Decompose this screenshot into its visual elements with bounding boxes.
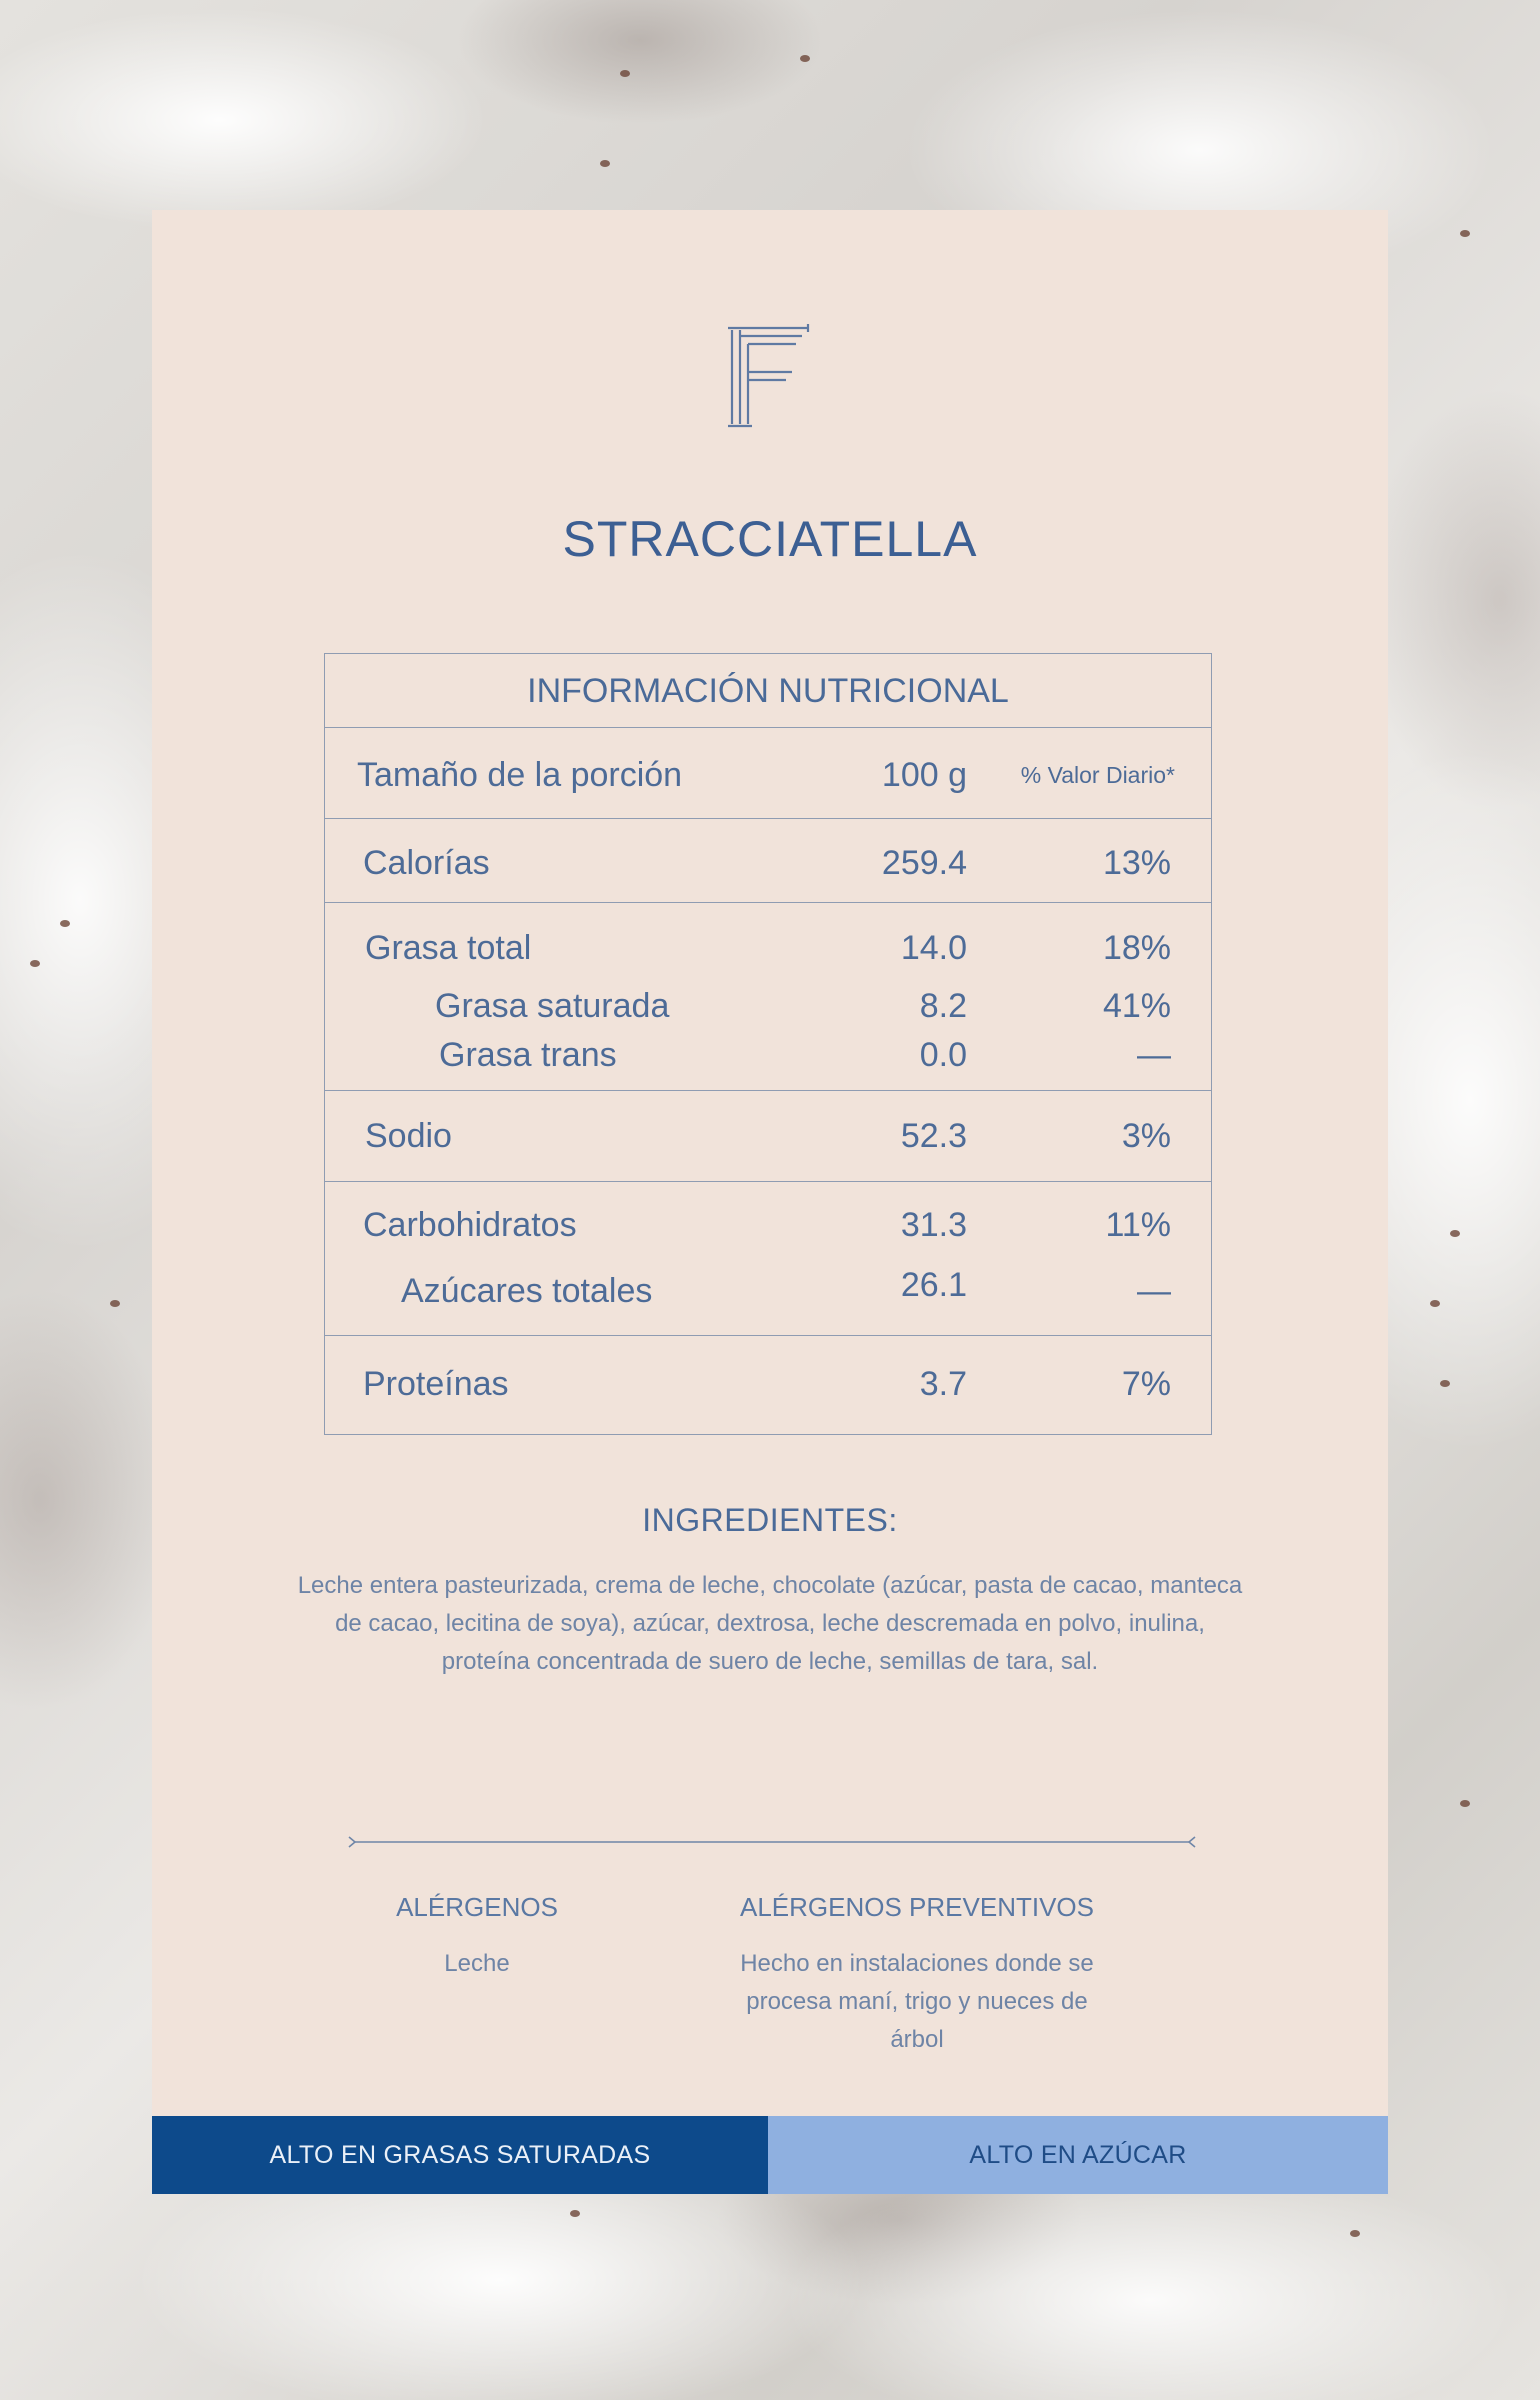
brand-logo-icon — [726, 322, 810, 432]
product-title: STRACCIATELLA — [562, 511, 978, 567]
nutrient-daily-value: 11% — [1105, 1206, 1171, 1244]
nutrient-row — [325, 1266, 1211, 1311]
nutrient-row — [325, 986, 1211, 1026]
allergens-title: ALÉRGENOS — [396, 1892, 558, 1922]
warning-badge-sugar: ALTO EN AZÚCAR — [768, 2116, 1388, 2194]
nutrient-daily-value: 7% — [1121, 1365, 1171, 1403]
nutrient-label: Proteínas — [363, 1365, 509, 1403]
sodium-section — [325, 1091, 1211, 1182]
nutrient-row — [325, 928, 1211, 968]
nutrient-row — [325, 1116, 1211, 1156]
ingredients-title: INGREDIENTES: — [642, 1502, 898, 1538]
preventive-allergens-text: Hecho en instalaciones donde se procesa maní, trigo y nueces de árbol — [740, 1950, 1094, 2053]
nutrient-row — [325, 1035, 1211, 1075]
nutrient-row — [325, 1205, 1211, 1245]
ingredients-text: Leche entera pasteurizada, crema de leche, chocolate (azúcar, pasta de cacao, manteca de cacao, lecitina de soya), azúcar, dextrosa, leche descremada en polvo, inulina, proteína concentrada de suero de leche, semillas de tara, sal. — [297, 1572, 1243, 1675]
nutrient-label: Calorías — [363, 844, 490, 882]
warning-badge-saturated-fat: ALTO EN GRASAS SATURADAS — [152, 2116, 768, 2194]
serving-value: 100 g — [881, 756, 967, 794]
allergens-text: Leche — [444, 1950, 510, 1977]
background-speck — [570, 2210, 580, 2217]
nutrition-card — [152, 210, 1388, 2194]
nutrient-value: 259.4 — [881, 844, 967, 882]
background-speck — [60, 920, 70, 927]
preventive-allergens-title: ALÉRGENOS PREVENTIVOS — [740, 1892, 1094, 1922]
background-speck — [1350, 2230, 1360, 2237]
nutrient-label: Carbohidratos — [363, 1206, 577, 1244]
protein-section — [325, 1336, 1211, 1434]
carbohydrates-section — [325, 1182, 1211, 1336]
background-speck — [1460, 1800, 1470, 1807]
nutrient-daily-value: 18% — [1102, 929, 1171, 967]
nutrient-label: Grasa total — [365, 929, 532, 967]
nutrient-value: 3.7 — [919, 1365, 967, 1403]
nutrient-daily-value: 13% — [1102, 844, 1171, 882]
background-speck — [1450, 1230, 1460, 1237]
nutrition-facts-table — [324, 653, 1212, 1435]
background-speck — [600, 160, 610, 167]
nutrient-daily-value: 3% — [1121, 1117, 1171, 1155]
background-speck — [620, 70, 630, 77]
nutrient-daily-value: — — [1137, 1036, 1171, 1074]
background-speck — [800, 55, 810, 62]
ornamental-divider — [347, 1834, 1197, 1848]
fat-section — [325, 903, 1211, 1091]
nutrient-label: Grasa saturada — [435, 987, 670, 1025]
nutrient-value: 8.2 — [919, 987, 967, 1025]
background-speck — [1430, 1300, 1440, 1307]
serving-row — [325, 755, 1211, 795]
nutrient-value: 31.3 — [900, 1206, 967, 1244]
background-speck — [1440, 1380, 1450, 1387]
nutrient-label: Grasa trans — [439, 1036, 617, 1074]
nutrient-row — [325, 843, 1211, 883]
nutrient-daily-value: 41% — [1102, 987, 1171, 1025]
nutrition-facts-header: INFORMACIÓN NUTRICIONAL — [325, 654, 1211, 728]
serving-label: Tamaño de la porción — [357, 756, 683, 794]
nutrient-value: 26.1 — [900, 1266, 967, 1304]
serving-section — [325, 728, 1211, 819]
background-speck — [110, 1300, 120, 1307]
daily-value-header: % Valor Diario* — [1020, 762, 1175, 788]
calories-section — [325, 819, 1211, 903]
nutrient-row — [325, 1364, 1211, 1404]
nutrient-value: 0.0 — [919, 1036, 967, 1074]
nutrient-value: 52.3 — [900, 1117, 967, 1155]
nutrient-daily-value: — — [1137, 1272, 1171, 1310]
nutrient-label: Azúcares totales — [401, 1272, 653, 1310]
background-speck — [1460, 230, 1470, 237]
nutrient-label: Sodio — [365, 1117, 452, 1155]
background-speck — [30, 960, 40, 967]
nutrient-value: 14.0 — [900, 929, 967, 967]
